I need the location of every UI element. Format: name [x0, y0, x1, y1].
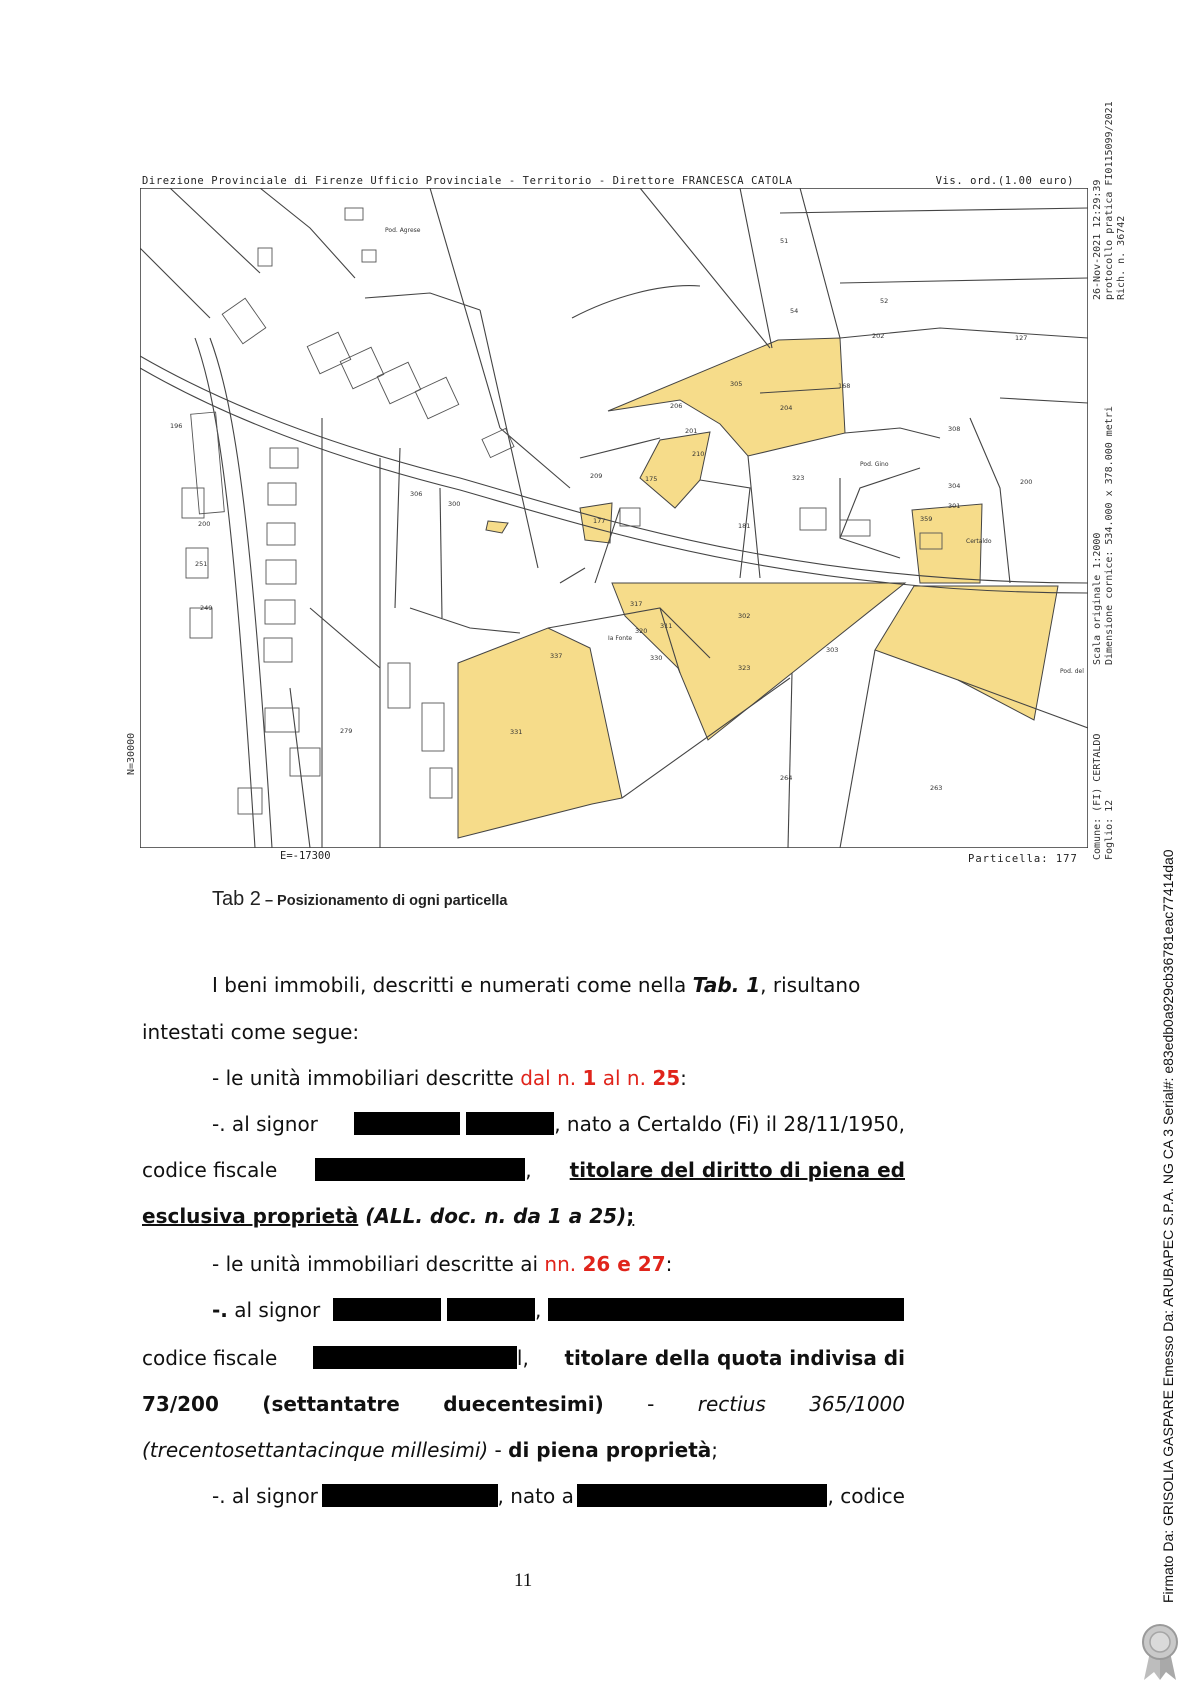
seal-ribbon-icon [1138, 1622, 1182, 1682]
page-number: 11 [514, 1570, 533, 1591]
map-side-scale: Scala originale 1:2000 [1092, 532, 1103, 665]
svg-text:202: 202 [872, 332, 885, 340]
redaction [548, 1298, 904, 1321]
redaction [322, 1484, 498, 1507]
svg-text:249: 249 [200, 604, 213, 612]
svg-text:308: 308 [948, 425, 961, 433]
map-side-dims: Dimensione cornice: 534.000 x 378.000 metri [1104, 406, 1115, 665]
map-header-left: Direzione Provinciale di Firenze Ufficio Provinciale - Territorio - Direttore FRANCESCA CATOLA [142, 175, 793, 187]
svg-text:127: 127 [1015, 334, 1028, 342]
map-footer-particella: Particella: 177 [968, 853, 1078, 865]
svg-text:323: 323 [738, 664, 751, 672]
svg-text:331: 331 [510, 728, 523, 736]
svg-text:51: 51 [780, 237, 789, 245]
svg-text:337: 337 [550, 652, 563, 660]
map-header-right: Vis. ord.(1.00 euro) [935, 175, 1074, 187]
svg-text:206: 206 [670, 402, 683, 410]
figure-caption [212, 888, 507, 911]
svg-text:210: 210 [692, 450, 705, 458]
svg-text:251: 251 [195, 560, 208, 568]
digital-signature-text: Firmato Da: GRISOLIA GASPARE Emesso Da: ARUBAPEC S.P.A. NG CA 3 Serial#: e83edb0a929cb36781eac77414da0 [1160, 849, 1176, 1603]
redaction [315, 1158, 525, 1181]
svg-text:Ia Fonte: Ia Fonte [608, 635, 633, 642]
paragraph-line: esclusiva proprietà (ALL. doc. n. da 1 a 25); [142, 1204, 635, 1228]
svg-text:200: 200 [1020, 478, 1033, 486]
svg-text:304: 304 [948, 482, 961, 490]
svg-text:196: 196 [170, 422, 183, 430]
svg-text:264: 264 [780, 774, 793, 782]
redaction [466, 1112, 554, 1135]
map-side-protocol: protocollo pratica FI0115099/2021 [1104, 101, 1115, 300]
paragraph-line: (trecentosettantacinque millesimi) - di piena proprietà; [142, 1438, 719, 1462]
svg-text:Pod. del: Pod. del [1060, 668, 1084, 675]
paragraph-line [212, 973, 905, 997]
redaction [447, 1298, 535, 1321]
paragraph-line: - le unità immobiliari descritte dal n. 1 al n. 25: [212, 1066, 687, 1090]
svg-text:54: 54 [790, 307, 799, 315]
svg-text:323: 323 [792, 474, 805, 482]
svg-text:279: 279 [340, 727, 353, 735]
paragraph-line: -. al signor , [212, 1298, 904, 1322]
svg-text:181: 181 [738, 522, 751, 530]
svg-text:306: 306 [410, 490, 423, 498]
svg-text:302: 302 [738, 612, 751, 620]
svg-text:Pod. Agrese: Pod. Agrese [385, 227, 421, 234]
svg-text:201: 201 [685, 427, 698, 435]
paragraph-line: intestati come segue: [142, 1020, 360, 1044]
redaction [577, 1484, 827, 1507]
redaction [333, 1298, 441, 1321]
paragraph-line: -. al signor , nato a Certaldo (Fi) il 28/11/1950, [212, 1112, 905, 1136]
caption-tab: Tab 2 [212, 888, 261, 910]
svg-text:301: 301 [948, 502, 961, 510]
redaction [354, 1112, 460, 1135]
svg-text:359: 359 [920, 515, 933, 523]
map-side-rich: Rich. n. 36742 [1116, 215, 1127, 300]
map-side-foglio: Foglio: 12 [1104, 799, 1115, 860]
svg-text:Pod. Gino: Pod. Gino [860, 461, 889, 468]
cadastral-map [140, 188, 1088, 848]
paragraph-line: codice fiscale l, titolare della quota indivisa di [142, 1346, 905, 1370]
paragraph-line: 73/200 (settantatre duecentesimi) - rectius 365/1000 [142, 1392, 905, 1416]
svg-text:300: 300 [448, 500, 461, 508]
svg-text:52: 52 [880, 297, 889, 305]
svg-text:305: 305 [730, 380, 743, 388]
svg-text:263: 263 [930, 784, 943, 792]
svg-text:311: 311 [660, 622, 673, 630]
map-side-comune: Comune: (FI) CERTALDO [1092, 733, 1103, 860]
svg-text:177: 177 [593, 517, 606, 525]
paragraph-line: - le unità immobiliari descritte ai nn. 26 e 27: [212, 1252, 673, 1276]
map-coord-n: N=30000 [126, 732, 137, 775]
svg-text:320: 320 [635, 627, 648, 635]
svg-text:175: 175 [645, 475, 658, 483]
svg-text:330: 330 [650, 654, 663, 662]
map-side-date: 26-Nov-2021 12:29:39 [1092, 179, 1103, 300]
redaction [313, 1346, 517, 1369]
text: I beni immobili, descritti e numerati come nella Tab. 1, risultano [212, 973, 861, 997]
svg-text:209: 209 [590, 472, 603, 480]
svg-text:200: 200 [198, 520, 211, 528]
svg-text:168: 168 [838, 382, 851, 390]
svg-text:Certaldo: Certaldo [966, 538, 992, 545]
svg-text:204: 204 [780, 404, 793, 412]
map-coord-e: E=-17300 [280, 850, 331, 862]
paragraph-line: -. al signor , nato a , codice [212, 1484, 905, 1508]
caption-desc: – Posizionamento di ogni particella [260, 893, 508, 909]
paragraph-line: codice fiscale , titolare del diritto di piena ed [142, 1158, 905, 1182]
svg-text:317: 317 [630, 600, 643, 608]
svg-text:303: 303 [826, 646, 839, 654]
